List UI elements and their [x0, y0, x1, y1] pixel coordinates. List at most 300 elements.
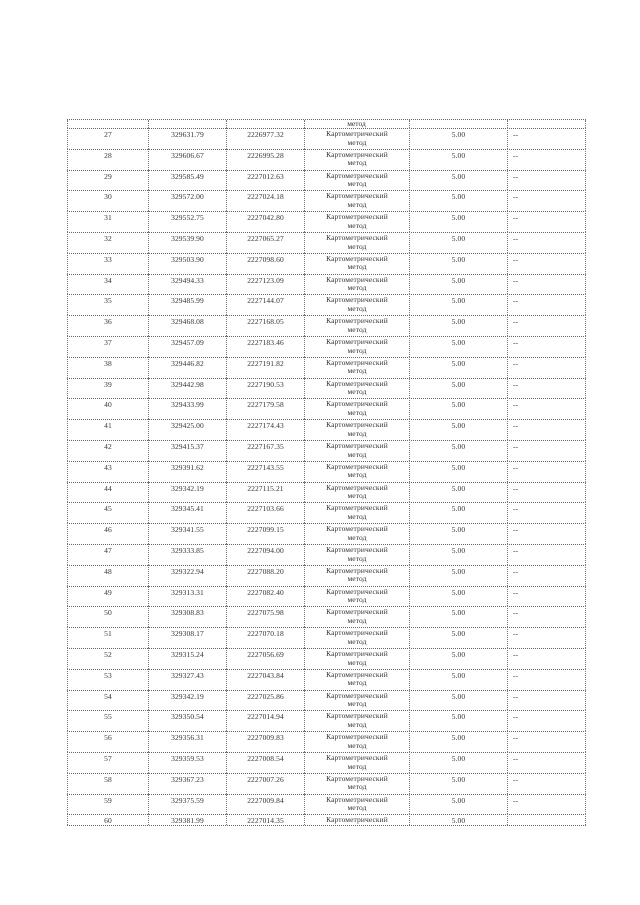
point-number-cell: [67, 253, 148, 274]
accuracy-cell-text: 5.00: [451, 275, 466, 285]
method-cell-text: [305, 276, 409, 293]
description-cell-text: --: [513, 774, 519, 784]
accuracy-cell: [409, 669, 507, 690]
description-cell: [507, 669, 586, 690]
description-cell: [507, 398, 586, 419]
table-row: [67, 253, 586, 274]
point-number-cell: [67, 544, 148, 565]
method-cell: [304, 814, 409, 825]
method-cell-text: [305, 504, 409, 521]
point-number-cell-text: 46: [104, 525, 112, 535]
y-coordinate-cell: [226, 482, 304, 503]
accuracy-cell: [409, 294, 507, 315]
point-number-cell-text: 32: [104, 234, 112, 243]
table-row: [67, 502, 586, 523]
table-row: [67, 211, 586, 232]
description-cell-text: --: [513, 421, 519, 431]
cell-fragment: [67, 120, 148, 128]
point-number-cell-text: 42: [104, 442, 112, 451]
description-cell: [507, 814, 586, 825]
method-line: метод: [347, 324, 367, 334]
accuracy-cell: [409, 773, 507, 794]
description-cell: [507, 544, 586, 565]
point-number-cell-text: 49: [104, 587, 112, 597]
method-cell-text: [305, 213, 409, 230]
x-coordinate-cell-text: 329631.79: [171, 130, 204, 139]
method-cell: [304, 128, 409, 149]
point-number-cell: [67, 752, 148, 773]
y-coordinate-cell-text: 2227065.27: [247, 234, 284, 243]
method-cell: [304, 794, 409, 815]
y-coordinate-cell-text: 2227042.80: [247, 213, 284, 223]
x-coordinate-cell-text: 329313.31: [171, 587, 204, 597]
x-coordinate-cell-text: 329485.99: [171, 296, 204, 306]
description-cell: [507, 128, 586, 149]
description-cell: [507, 190, 586, 211]
point-number-cell: [67, 606, 148, 627]
accuracy-cell: [409, 128, 507, 149]
accuracy-cell: [409, 752, 507, 773]
method-cell-text: [305, 234, 409, 251]
description-cell-text: --: [513, 379, 519, 389]
method-cell-text: [305, 608, 409, 625]
accuracy-cell-text: 5.00: [451, 379, 466, 389]
point-number-cell-text: 31: [104, 213, 112, 223]
method-cell: [304, 523, 409, 544]
method-line: Картометрический: [326, 316, 388, 326]
method-cell-text: [305, 629, 409, 646]
table-row: [67, 232, 586, 253]
accuracy-cell-text: 5.00: [451, 774, 466, 784]
method-line: Картометрический: [326, 732, 388, 742]
method-cell-text: [305, 421, 409, 438]
y-coordinate-cell-text: 2227115.21: [247, 483, 284, 493]
description-cell: [507, 773, 586, 794]
y-coordinate-cell: [226, 170, 304, 191]
method-line: метод: [347, 303, 367, 313]
description-cell: [507, 253, 586, 274]
description-cell-text: --: [513, 171, 519, 181]
description-cell-text: --: [513, 546, 519, 555]
description-cell: [507, 378, 586, 399]
table-row: [67, 544, 586, 565]
x-coordinate-cell: [148, 586, 226, 607]
description-cell: [507, 315, 586, 336]
table-row: [67, 773, 586, 794]
table-row: [67, 419, 586, 440]
method-cell: [304, 190, 409, 211]
y-coordinate-cell-text: 2227007.26: [247, 774, 284, 784]
point-number-cell: [67, 315, 148, 336]
method-cell-text: [305, 130, 409, 147]
point-number-cell-text: 55: [104, 712, 112, 722]
point-number-cell: [67, 336, 148, 357]
method-line: метод: [347, 387, 367, 397]
description-cell: [507, 461, 586, 482]
accuracy-cell: [409, 627, 507, 648]
description-cell-text: --: [513, 587, 519, 597]
x-coordinate-cell-text: 329356.31: [171, 733, 204, 743]
y-coordinate-cell-text: 2227012.63: [247, 171, 284, 181]
description-cell-text: --: [513, 358, 519, 368]
point-number-cell-text: 53: [104, 670, 112, 680]
y-coordinate-cell: [226, 586, 304, 607]
method-line: Картометрический: [326, 628, 388, 638]
method-line: Картометрический: [326, 649, 388, 658]
x-coordinate-cell-text: 329425.00: [171, 421, 204, 431]
method-line: метод: [347, 262, 367, 272]
x-coordinate-cell: [148, 544, 226, 565]
point-number-cell: [67, 170, 148, 191]
method-line: метод: [347, 615, 367, 625]
accuracy-cell: [409, 170, 507, 191]
method-line: Картометрический: [326, 441, 388, 450]
method-line: Картометрический: [326, 149, 388, 159]
y-coordinate-cell: [226, 565, 304, 586]
point-number-cell: [67, 149, 148, 170]
method-cell: [304, 669, 409, 690]
method-cell: [304, 690, 409, 711]
x-coordinate-cell: [148, 523, 226, 544]
x-coordinate-cell-text: 329446.82: [171, 358, 204, 368]
x-coordinate-cell-text: 329345.41: [171, 504, 204, 514]
description-cell-text: --: [513, 566, 519, 576]
y-coordinate-cell: [226, 648, 304, 669]
x-coordinate-cell-text: 329415.37: [171, 442, 204, 451]
accuracy-cell-text: 5.00: [451, 754, 466, 763]
method-line: Картометрический: [326, 253, 388, 263]
description-cell-text: --: [513, 150, 519, 160]
x-coordinate-cell-text: 329342.19: [171, 691, 204, 701]
accuracy-cell-text: 5.00: [451, 483, 466, 493]
x-coordinate-cell: [148, 814, 226, 825]
method-line: метод: [347, 283, 367, 293]
method-cell: [304, 315, 409, 336]
x-coordinate-cell: [148, 710, 226, 731]
x-coordinate-cell: [148, 731, 226, 752]
method-line: метод: [347, 470, 367, 480]
table-row: [67, 440, 586, 461]
point-number-cell-text: 35: [104, 296, 112, 306]
method-line: Картометрический: [326, 607, 388, 617]
point-number-cell: [67, 523, 148, 544]
y-coordinate-cell-text: 2227174.43: [247, 421, 284, 431]
description-cell-text: --: [513, 691, 519, 701]
method-line: Картометрический: [326, 794, 388, 804]
method-cell: [304, 773, 409, 794]
x-coordinate-cell: [148, 274, 226, 295]
y-coordinate-cell-text: 2227099.15: [247, 525, 284, 535]
method-line: метод: [347, 199, 367, 209]
method-cell-text: [305, 192, 409, 209]
method-line: Картометрический: [326, 545, 388, 554]
point-number-cell: [67, 232, 148, 253]
description-cell: [507, 149, 586, 170]
method-cell-text: [305, 255, 409, 272]
y-coordinate-cell: [226, 253, 304, 274]
table-row: [67, 523, 586, 544]
method-cell: [304, 627, 409, 648]
accuracy-cell: [409, 565, 507, 586]
x-coordinate-cell: [148, 357, 226, 378]
method-cell: [304, 211, 409, 232]
x-coordinate-cell-text: 329391.62: [171, 462, 204, 472]
method-line: метод: [347, 220, 367, 230]
method-cell-text: [305, 671, 409, 688]
point-number-cell-text: 43: [104, 462, 112, 472]
y-coordinate-cell: [226, 190, 304, 211]
point-number-cell: [67, 190, 148, 211]
table-row: [67, 461, 586, 482]
method-cell: [304, 648, 409, 669]
y-coordinate-cell-text: 2226995.28: [247, 150, 284, 160]
accuracy-cell: [409, 398, 507, 419]
method-cell-text: [305, 338, 409, 355]
method-line: метод: [347, 595, 367, 605]
accuracy-cell-text: 5.00: [451, 546, 466, 555]
table-row: [67, 128, 586, 149]
description-cell: [507, 170, 586, 191]
x-coordinate-cell: [148, 398, 226, 419]
y-coordinate-cell-text: 2227168.05: [247, 317, 284, 327]
description-cell-text: --: [513, 400, 519, 410]
x-coordinate-cell-text: 329457.09: [171, 338, 204, 347]
table-row: [67, 606, 586, 627]
accuracy-cell: [409, 690, 507, 711]
method-cell-text: [305, 733, 409, 750]
y-coordinate-cell: [226, 419, 304, 440]
description-cell: [507, 357, 586, 378]
method-cell-text: [305, 692, 409, 709]
accuracy-cell: [409, 794, 507, 815]
y-coordinate-cell: [226, 606, 304, 627]
method-line: метод: [347, 491, 367, 501]
method-line: метод: [347, 719, 367, 729]
x-coordinate-cell: [148, 606, 226, 627]
accuracy-cell-text: 5.00: [451, 192, 466, 202]
point-number-cell-text: 44: [104, 483, 112, 493]
description-cell-text: --: [513, 130, 519, 139]
method-line: Картометрический: [326, 295, 388, 305]
x-coordinate-cell: [148, 773, 226, 794]
y-coordinate-cell: [226, 461, 304, 482]
method-cell-text: [305, 650, 409, 667]
cell-fragment: [148, 120, 226, 128]
accuracy-cell: [409, 710, 507, 731]
point-number-cell: [67, 482, 148, 503]
description-cell: [507, 232, 586, 253]
method-line: Картометрический: [326, 815, 388, 825]
method-cell-text: [305, 546, 409, 563]
accuracy-cell-text: 5.00: [451, 525, 466, 535]
x-coordinate-cell: [148, 294, 226, 315]
y-coordinate-cell-text: 2227183.46: [247, 338, 284, 347]
point-number-cell: [67, 128, 148, 149]
point-number-cell-text: 56: [104, 733, 112, 743]
y-coordinate-cell-text: 2227043.84: [247, 670, 284, 680]
y-coordinate-cell-text: 2227088.20: [247, 566, 284, 576]
point-number-cell: [67, 794, 148, 815]
method-line: Картометрический: [326, 378, 388, 388]
method-cell-text: [305, 151, 409, 168]
method-line: Картометрический: [326, 233, 388, 242]
x-coordinate-cell-text: 329327.43: [171, 670, 204, 680]
method-cell-text: [305, 296, 409, 313]
y-coordinate-cell: [226, 814, 304, 825]
description-cell: [507, 523, 586, 544]
point-number-cell-text: 54: [104, 691, 112, 701]
y-coordinate-cell-text: 2227025.86: [247, 691, 284, 701]
description-cell-text: --: [513, 442, 519, 451]
x-coordinate-cell: [148, 419, 226, 440]
x-coordinate-cell-text: 329442.98: [171, 379, 204, 389]
method-line: метод: [347, 761, 367, 771]
method-line: Картометрический: [326, 524, 388, 534]
accuracy-cell: [409, 502, 507, 523]
description-cell: [507, 336, 586, 357]
point-number-cell: [67, 357, 148, 378]
y-coordinate-cell: [226, 149, 304, 170]
table-row: [67, 669, 586, 690]
accuracy-cell-text: 5.00: [451, 629, 466, 639]
y-coordinate-cell: [226, 544, 304, 565]
description-cell-text: --: [513, 213, 519, 223]
method-cell-text: [305, 380, 409, 397]
point-number-cell: [67, 586, 148, 607]
table-row: [67, 482, 586, 503]
description-cell: [507, 294, 586, 315]
accuracy-cell-text: 5.00: [451, 171, 466, 181]
x-coordinate-cell: [148, 149, 226, 170]
method-line: метод: [347, 511, 367, 521]
x-coordinate-cell: [148, 253, 226, 274]
point-number-cell: [67, 461, 148, 482]
method-cell-text: [305, 172, 409, 189]
method-line: Картометрический: [326, 399, 388, 409]
description-cell-text: --: [513, 483, 519, 493]
method-line: метод: [347, 699, 367, 709]
y-coordinate-cell: [226, 398, 304, 419]
method-fragment-text: метод: [347, 119, 366, 128]
y-coordinate-cell-text: 2227009.84: [247, 795, 284, 805]
x-coordinate-cell-text: 329494.33: [171, 275, 204, 285]
method-cell: [304, 606, 409, 627]
accuracy-cell: [409, 440, 507, 461]
point-number-cell: [67, 648, 148, 669]
method-line: Картометрический: [326, 212, 388, 222]
x-coordinate-cell: [148, 690, 226, 711]
accuracy-cell-text: 5.00: [451, 504, 466, 514]
point-number-cell-text: 33: [104, 254, 112, 264]
description-cell: [507, 627, 586, 648]
point-number-cell: [67, 294, 148, 315]
x-coordinate-cell: [148, 794, 226, 815]
x-coordinate-cell: [148, 211, 226, 232]
cell-fragment: [409, 120, 507, 128]
method-line: Картометрический: [326, 274, 388, 284]
accuracy-cell: [409, 149, 507, 170]
y-coordinate-cell: [226, 274, 304, 295]
y-coordinate-cell: [226, 378, 304, 399]
y-coordinate-cell: [226, 440, 304, 461]
method-cell-text: [305, 400, 409, 417]
description-cell-text: --: [513, 754, 519, 763]
point-number-cell-text: 28: [104, 150, 112, 160]
description-cell: [507, 731, 586, 752]
method-line: Картометрический: [326, 170, 388, 180]
point-number-cell-text: 34: [104, 275, 112, 285]
point-number-cell-text: 40: [104, 400, 112, 410]
method-line: метод: [347, 158, 367, 168]
accuracy-cell: [409, 606, 507, 627]
point-number-cell-text: 29: [104, 171, 112, 181]
method-line: Картометрический: [326, 586, 388, 596]
x-coordinate-cell-text: 329468.08: [171, 317, 204, 327]
method-cell: [304, 544, 409, 565]
method-line: Картометрический: [326, 669, 388, 679]
x-coordinate-cell: [148, 128, 226, 149]
method-line: Картометрический: [326, 129, 388, 138]
table-row: [67, 794, 586, 815]
table-row: [67, 565, 586, 586]
description-cell-text: --: [513, 338, 519, 347]
point-number-cell-text: 30: [104, 192, 112, 202]
accuracy-cell: [409, 523, 507, 544]
method-line: Картометрический: [326, 503, 388, 513]
y-coordinate-cell: [226, 523, 304, 544]
method-cell: [304, 378, 409, 399]
y-coordinate-cell: [226, 315, 304, 336]
description-cell-text: --: [513, 525, 519, 535]
description-cell-text: --: [513, 254, 519, 264]
method-cell: [304, 336, 409, 357]
x-coordinate-cell-text: 329341.55: [171, 525, 204, 535]
method-line: метод: [347, 803, 367, 813]
table-row: [67, 690, 586, 711]
y-coordinate-cell-text: 2226977.32: [247, 130, 284, 139]
y-coordinate-cell-text: 2227075.98: [247, 608, 284, 618]
x-coordinate-cell-text: 329308.17: [171, 629, 204, 639]
point-number-cell-text: 58: [104, 774, 112, 784]
method-line: метод: [347, 532, 367, 542]
x-coordinate-cell: [148, 461, 226, 482]
y-coordinate-cell-text: 2227191.82: [247, 358, 284, 368]
y-coordinate-cell-text: 2227070.18: [247, 629, 284, 639]
description-cell: [507, 565, 586, 586]
method-cell: [304, 731, 409, 752]
accuracy-cell: [409, 274, 507, 295]
method-line: Картометрический: [326, 753, 388, 762]
point-number-cell: [67, 398, 148, 419]
method-line: Картометрический: [326, 773, 388, 783]
y-coordinate-cell-text: 2227098.60: [247, 254, 284, 264]
method-line: Картометрический: [326, 420, 388, 430]
y-coordinate-cell-text: 2227123.09: [247, 275, 284, 285]
x-coordinate-cell: [148, 565, 226, 586]
accuracy-cell-text: 5.00: [451, 795, 466, 805]
description-cell: [507, 482, 586, 503]
description-cell: [507, 710, 586, 731]
accuracy-cell: [409, 648, 507, 669]
method-cell: [304, 565, 409, 586]
method-cell: [304, 357, 409, 378]
accuracy-cell: [409, 586, 507, 607]
accuracy-cell: [409, 814, 507, 825]
accuracy-cell-text: 5.00: [451, 816, 466, 826]
x-coordinate-cell: [148, 482, 226, 503]
x-coordinate-cell-text: 329342.19: [171, 483, 204, 493]
method-cell: [304, 482, 409, 503]
